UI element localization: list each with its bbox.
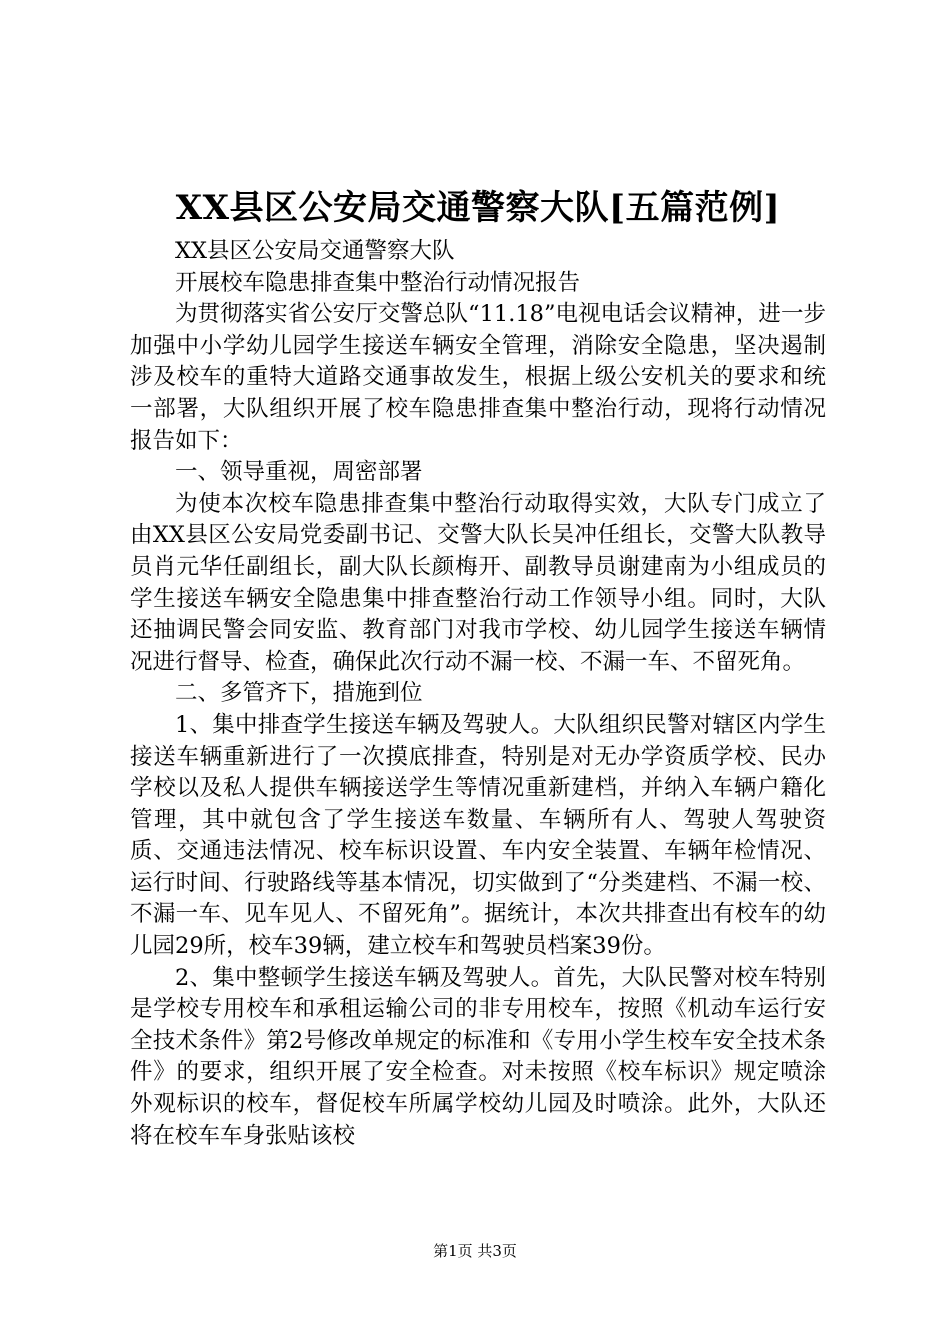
page-footer: 第1页 共3页 xyxy=(433,1242,517,1260)
paragraph-item-1: 1、集中排查学生接送车辆及驾驶人。大队组织民警对辖区内学生接送车辆重新进行了一次摸底排查，特别是对无办学资质学校、民办学校以及私人提供车辆接送学生等情况重新建档，并纳入车辆户籍化管理，其中就包含了学生接送车数量、车辆所有人、驾驶人驾驶资质、交通违法情况、校车标识设置、车内安全装置、车辆年检情况、运行时间、行驶路线等基本情况，切实做到了“分类建档、不漏一校、不漏一车、见车见人、不留死角”。据统计，本次共排查出有校车的幼儿园29所，校车39辆，建立校车和驾驶员档案39份。 xyxy=(130,711,826,960)
paragraph-intro: 为贯彻落实省公安厅交警总队“11.18”电视电话会议精神，进一步加强中小学幼儿园学生接送车辆安全管理，消除安全隐患，坚决遏制涉及校车的重特大道路交通事故发生，根据上级公安机关的要求和统一部署，大队组织开展了校车隐患排查集中整治行动，现将行动情况报告如下： xyxy=(130,301,826,454)
section-heading-2: 二、多管齐下，措施到位 xyxy=(175,680,423,707)
paragraph-section-1: 为使本次校车隐患排查集中整治行动取得实效，大队专门成立了由XX县区公安局党委副书记、交警大队长吴冲任组长，交警大队教导员肖元华任副组长，副大队长颜梅开、副教导员谢建南为小组成员的学生接送车辆安全隐患集中排查整治行动工作领导小组。同时，大队还抽调民警会同安监、教育部门对我市学校、幼儿园学生接送车辆情况进行督导、检查，确保此次行动不漏一校、不漏一车、不留死角。 xyxy=(130,490,826,675)
document-body xyxy=(130,236,826,1152)
section-heading-1: 一、领导重视，周密部署 xyxy=(175,459,423,486)
document-title: XX县区公安局交通警察大队[五篇范例] xyxy=(175,188,781,228)
paragraph-item-2: 2、集中整顿学生接送车辆及驾驶人。首先，大队民警对校车特别是学校专用校车和承租运输公司的非专用校车，按照《机动车运行安全技术条件》第2号修改单规定的标准和《专用小学生校车安全技术条件》的要求，组织开展了安全检查。对未按照《校车标识》规定喷涂外观标识的校车，督促校车所属学校幼儿园及时喷涂。此外，大队还将在校车车身张贴该校 xyxy=(130,964,826,1149)
paragraph-report-title: 开展校车隐患排查集中整治行动情况报告 xyxy=(175,269,581,296)
paragraph-org-name: XX县区公安局交通警察大队 xyxy=(175,238,455,264)
